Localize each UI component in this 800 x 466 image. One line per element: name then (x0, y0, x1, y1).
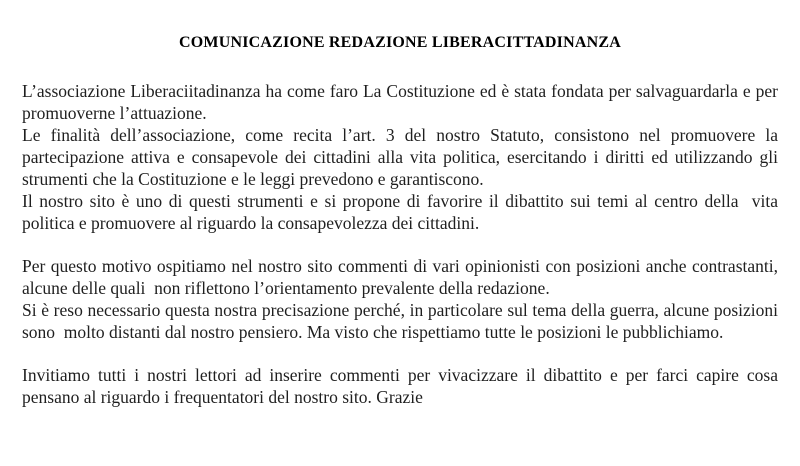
sentence-line: Si è reso necessario questa nostra precisazione perché, in particolare sul tema della guerra, alcune posizioni sono molto distanti dal nostro pensiero. Ma visto che rispettiamo tutte le posizioni le pubblichiamo. (22, 300, 783, 342)
sentence-line: Il nostro sito è uno di questi strumenti e si propone di favorire il dibattito sui temi al centro della vita politica e promuovere al riguardo la consapevolezza dei cittadini. (22, 191, 783, 233)
paragraph-opinions (22, 255, 783, 343)
sentence-line: L’associazione Liberaciitadinanza ha come faro La Costituzione ed è stata fondata per salvaguardarla e per promuoverne l’attuazione. (22, 81, 783, 123)
paragraph-intro (22, 80, 783, 234)
sentence-line: Invitiamo tutti i nostri lettori ad inserire commenti per vivacizzare il dibattito e per farci capire cosa pensano al riguardo i frequentatori del nostro sito. Grazie (22, 365, 783, 407)
paragraph-invitation (22, 364, 783, 408)
sentence-line: Per questo motivo ospitiamo nel nostro sito commenti di vari opinionisti con posizioni anche contrastanti, alcune delle quali non riflettono l’orientamento prevalente della redazione. (22, 256, 783, 298)
document-title: COMUNICAZIONE REDAZIONE LIBERACITTADINANZA (179, 34, 621, 51)
sentence-line: Le finalità dell’associazione, come recita l’art. 3 del nostro Statuto, consistono nel promuovere la partecipazione attiva e consapevole dei cittadini alla vita politica, esercitando i diritti ed utilizzando gli strumenti che la Costituzione e le leggi prevedono e garantiscono. (22, 125, 783, 189)
